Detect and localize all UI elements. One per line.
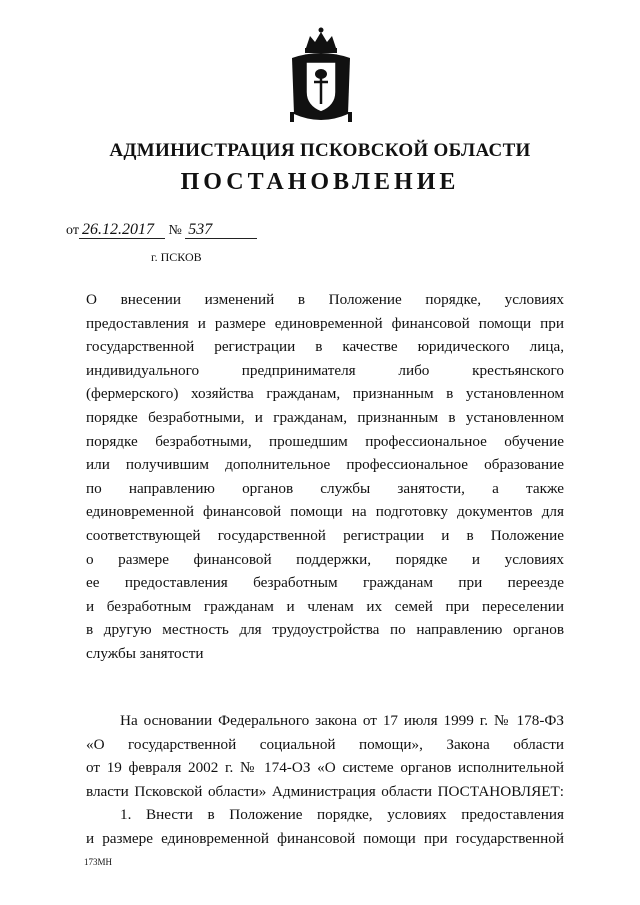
title-line: и безработным гражданам и членам их семей при переселении	[86, 597, 564, 615]
document-date: 26.12.2017	[79, 222, 165, 239]
footer-code: 173МН	[84, 857, 113, 867]
body-line: и размере единовременной финансовой помощи при государственной	[86, 829, 564, 847]
title-line: по направлению органов службы занятости, а также	[86, 479, 564, 497]
city: г. ПСКОВ	[151, 250, 202, 264]
date-number-line	[66, 222, 257, 239]
title-line: порядке безработными, прошедшим профессиональное обучение	[86, 432, 564, 450]
document-title	[86, 288, 564, 666]
title-line: государственной регистрации в качестве юридического лица,	[86, 338, 564, 356]
title-line: в другую местность для трудоустройства по направлению органов	[86, 621, 564, 639]
title-line: ее предоставления безработным гражданам при переезде	[86, 574, 564, 592]
body-line: 1. Внести в Положение порядке, условиях предоставления	[120, 806, 564, 824]
pskov-coat-of-arms-icon	[286, 26, 356, 126]
date-prefix: от	[66, 223, 79, 238]
body-line: власти Псковской области» Администрация области ПОСТАНОВЛЯЕТ:	[86, 782, 564, 800]
title-line: службы занятости	[86, 644, 204, 662]
title-line: предоставления и размере единовременной финансовой помощи при	[86, 314, 564, 332]
number-prefix: №	[168, 223, 182, 238]
document-body	[86, 709, 564, 851]
title-line: единовременной финансовой помощи на подготовку документов для	[86, 503, 564, 521]
document-number: 537	[185, 222, 257, 239]
title-line: о размере финансовой поддержки, порядке и условиях	[86, 550, 564, 568]
title-line: индивидуального предпринимателя либо крестьянского	[86, 361, 564, 379]
body-line: от 19 февраля 2002 г. № 174-ОЗ «О системе органов исполнительной	[86, 759, 564, 777]
agency-name: АДМИНИСТРАЦИЯ ПСКОВСКОЙ ОБЛАСТИ	[109, 140, 531, 161]
title-line: соответствующей государственной регистрации и в Положение	[86, 526, 564, 544]
document-type: ПОСТАНОВЛЕНИЕ	[180, 169, 460, 195]
title-line: или получившим дополнительное профессиональное образование	[86, 456, 564, 474]
title-line: (фермерского) хозяйства гражданам, признанным в установленном	[86, 385, 564, 403]
body-line: «О государственной социальной помощи», Закона области	[86, 735, 564, 753]
title-line: О внесении изменений в Положение порядке, условиях	[86, 291, 564, 308]
title-line: порядке безработными, и гражданам, признанным в установленном	[86, 408, 564, 426]
body-line: На основании Федерального закона от 17 июля 1999 г. № 178-ФЗ	[120, 712, 564, 729]
